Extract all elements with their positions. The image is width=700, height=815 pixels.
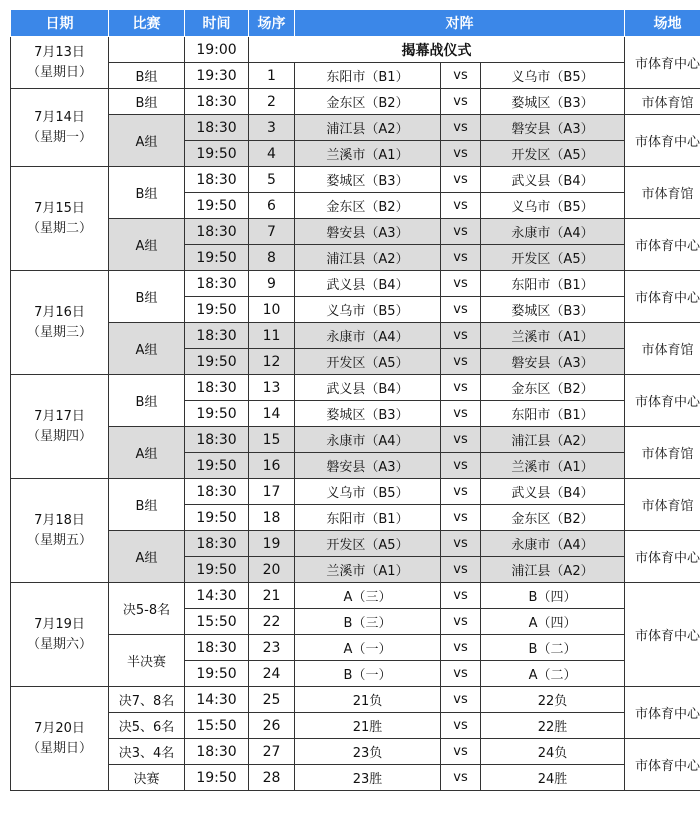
date-text: 7月18日 <box>34 512 85 528</box>
header-stage: 比赛 <box>109 10 185 37</box>
weekday-text: （星期六） <box>26 636 92 652</box>
venue-cell: 市体育中心 <box>625 271 700 323</box>
time-cell: 19:50 <box>185 245 249 271</box>
time-cell: 18:30 <box>185 375 249 401</box>
home-team-cell: 永康市（A4） <box>295 427 441 453</box>
stage-cell: 决5、6名 <box>109 713 185 739</box>
stage-cell: A组 <box>109 219 185 271</box>
home-team-cell: 金东区（B2） <box>295 89 441 115</box>
time-cell: 19:30 <box>185 63 249 89</box>
venue-cell: 市体育馆 <box>625 479 700 531</box>
schedule-table <box>10 9 700 791</box>
header-venue: 场地 <box>625 10 700 37</box>
away-team-cell: B（四） <box>481 583 625 609</box>
vs-cell: vs <box>441 401 481 427</box>
table-row <box>11 323 700 349</box>
weekday-text: （星期三） <box>26 324 92 340</box>
table-row <box>11 167 700 193</box>
table-row <box>11 583 700 609</box>
away-team-cell: 永康市（A4） <box>481 219 625 245</box>
schedule-body <box>11 37 700 791</box>
home-team-cell: 金东区（B2） <box>295 193 441 219</box>
venue-cell: 市体育中心 <box>625 739 700 791</box>
match-no-cell: 28 <box>249 765 295 791</box>
vs-cell: vs <box>441 661 481 687</box>
stage-cell: 决赛 <box>109 765 185 791</box>
away-team-cell: 磐安县（A3） <box>481 115 625 141</box>
away-team-cell: 开发区（A5） <box>481 141 625 167</box>
time-cell: 15:50 <box>185 713 249 739</box>
time-cell: 15:50 <box>185 609 249 635</box>
time-cell: 18:30 <box>185 635 249 661</box>
table-row <box>11 427 700 453</box>
header-match-no: 场序 <box>249 10 295 37</box>
vs-cell: vs <box>441 193 481 219</box>
venue-cell: 市体育中心 <box>625 115 700 167</box>
time-cell: 19:50 <box>185 453 249 479</box>
home-team-cell: 浦江县（A2） <box>295 115 441 141</box>
home-team-cell: B（三） <box>295 609 441 635</box>
away-team-cell: 义乌市（B5） <box>481 63 625 89</box>
table-row <box>11 713 700 739</box>
vs-cell: vs <box>441 427 481 453</box>
match-no-cell: 5 <box>249 167 295 193</box>
stage-cell <box>109 37 185 63</box>
table-row <box>11 271 700 297</box>
venue-cell: 市体育中心 <box>625 219 700 271</box>
home-team-cell: A（三） <box>295 583 441 609</box>
table-row <box>11 89 700 115</box>
time-cell: 14:30 <box>185 583 249 609</box>
match-no-cell: 9 <box>249 271 295 297</box>
match-no-cell: 7 <box>249 219 295 245</box>
stage-cell: 半决赛 <box>109 635 185 687</box>
time-cell: 19:50 <box>185 557 249 583</box>
match-no-cell: 4 <box>249 141 295 167</box>
away-team-cell: A（四） <box>481 609 625 635</box>
match-no-cell: 8 <box>249 245 295 271</box>
time-cell: 19:50 <box>185 401 249 427</box>
header-date: 日期 <box>11 10 109 37</box>
vs-cell: vs <box>441 713 481 739</box>
date-text: 7月14日 <box>34 109 85 125</box>
away-team-cell: 24负 <box>481 739 625 765</box>
home-team-cell: 永康市（A4） <box>295 323 441 349</box>
vs-cell: vs <box>441 765 481 791</box>
home-team-cell: 婺城区（B3） <box>295 401 441 427</box>
table-row <box>11 479 700 505</box>
date-cell <box>11 479 109 583</box>
home-team-cell: 东阳市（B1） <box>295 505 441 531</box>
stage-cell: B组 <box>109 63 185 89</box>
home-team-cell: 义乌市（B5） <box>295 479 441 505</box>
home-team-cell: A（一） <box>295 635 441 661</box>
vs-cell: vs <box>441 739 481 765</box>
vs-cell: vs <box>441 375 481 401</box>
venue-cell: 市体育馆 <box>625 427 700 479</box>
table-row <box>11 635 700 661</box>
stage-cell: B组 <box>109 271 185 323</box>
time-cell: 19:50 <box>185 141 249 167</box>
time-cell: 18:30 <box>185 479 249 505</box>
vs-cell: vs <box>441 219 481 245</box>
match-no-cell: 24 <box>249 661 295 687</box>
home-team-cell: 23负 <box>295 739 441 765</box>
venue-cell: 市体育中心 <box>625 687 700 739</box>
vs-cell: vs <box>441 609 481 635</box>
venue-cell: 市体育馆 <box>625 323 700 375</box>
weekday-text: （星期五） <box>26 532 92 548</box>
match-no-cell: 22 <box>249 609 295 635</box>
date-text: 7月15日 <box>34 200 85 216</box>
vs-cell: vs <box>441 167 481 193</box>
away-team-cell: 婺城区（B3） <box>481 89 625 115</box>
date-cell <box>11 375 109 479</box>
away-team-cell: 22胜 <box>481 713 625 739</box>
home-team-cell: 磐安县（A3） <box>295 453 441 479</box>
time-cell: 19:50 <box>185 297 249 323</box>
home-team-cell: 兰溪市（A1） <box>295 141 441 167</box>
date-cell <box>11 37 109 89</box>
home-team-cell: 21负 <box>295 687 441 713</box>
match-no-cell: 13 <box>249 375 295 401</box>
stage-cell: B组 <box>109 375 185 427</box>
date-cell <box>11 583 109 687</box>
venue-cell: 市体育馆 <box>625 89 700 115</box>
vs-cell: vs <box>441 297 481 323</box>
away-team-cell: 兰溪市（A1） <box>481 453 625 479</box>
weekday-text: （星期二） <box>26 220 92 236</box>
match-no-cell: 16 <box>249 453 295 479</box>
vs-cell: vs <box>441 349 481 375</box>
time-cell: 18:30 <box>185 219 249 245</box>
away-team-cell: 永康市（A4） <box>481 531 625 557</box>
vs-cell: vs <box>441 115 481 141</box>
stage-cell: 决7、8名 <box>109 687 185 713</box>
date-text: 7月19日 <box>34 616 85 632</box>
away-team-cell: 浦江县（A2） <box>481 557 625 583</box>
home-team-cell: 东阳市（B1） <box>295 63 441 89</box>
away-team-cell: A（二） <box>481 661 625 687</box>
time-cell: 19:50 <box>185 765 249 791</box>
match-no-cell: 27 <box>249 739 295 765</box>
time-cell: 19:50 <box>185 661 249 687</box>
time-cell: 18:30 <box>185 531 249 557</box>
vs-cell: vs <box>441 531 481 557</box>
time-cell: 18:30 <box>185 115 249 141</box>
home-team-cell: 23胜 <box>295 765 441 791</box>
header-time: 时间 <box>185 10 249 37</box>
match-no-cell: 10 <box>249 297 295 323</box>
vs-cell: vs <box>441 479 481 505</box>
away-team-cell: 浦江县（A2） <box>481 427 625 453</box>
match-no-cell: 15 <box>249 427 295 453</box>
venue-cell: 市体育中心 <box>625 37 700 89</box>
time-cell: 18:30 <box>185 427 249 453</box>
stage-cell: A组 <box>109 531 185 583</box>
away-team-cell: 金东区（B2） <box>481 375 625 401</box>
vs-cell: vs <box>441 687 481 713</box>
date-cell <box>11 687 109 791</box>
match-no-cell: 19 <box>249 531 295 557</box>
table-row <box>11 531 700 557</box>
vs-cell: vs <box>441 635 481 661</box>
stage-cell: B组 <box>109 167 185 219</box>
table-row <box>11 765 700 791</box>
date-cell <box>11 89 109 167</box>
vs-cell: vs <box>441 271 481 297</box>
home-team-cell: 婺城区（B3） <box>295 167 441 193</box>
date-cell <box>11 167 109 271</box>
header-row <box>11 10 700 37</box>
vs-cell: vs <box>441 505 481 531</box>
weekday-text: （星期一） <box>26 129 92 145</box>
match-no-cell: 12 <box>249 349 295 375</box>
table-row <box>11 687 700 713</box>
match-no-cell: 25 <box>249 687 295 713</box>
home-team-cell: 浦江县（A2） <box>295 245 441 271</box>
home-team-cell: 开发区（A5） <box>295 531 441 557</box>
vs-cell: vs <box>441 453 481 479</box>
vs-cell: vs <box>441 89 481 115</box>
table-row <box>11 63 700 89</box>
venue-cell: 市体育中心 <box>625 531 700 583</box>
time-cell: 14:30 <box>185 687 249 713</box>
date-text: 7月13日 <box>34 44 85 60</box>
away-team-cell: 东阳市（B1） <box>481 401 625 427</box>
venue-cell: 市体育馆 <box>625 167 700 219</box>
home-team-cell: 武义县（B4） <box>295 271 441 297</box>
match-no-cell: 23 <box>249 635 295 661</box>
time-cell: 18:30 <box>185 271 249 297</box>
match-no-cell: 2 <box>249 89 295 115</box>
away-team-cell: 婺城区（B3） <box>481 297 625 323</box>
ceremony-cell: 揭幕战仪式 <box>249 37 625 63</box>
time-cell: 18:30 <box>185 167 249 193</box>
match-no-cell: 26 <box>249 713 295 739</box>
match-no-cell: 18 <box>249 505 295 531</box>
away-team-cell: 开发区（A5） <box>481 245 625 271</box>
away-team-cell: 磐安县（A3） <box>481 349 625 375</box>
stage-cell: B组 <box>109 479 185 531</box>
away-team-cell: 22负 <box>481 687 625 713</box>
time-cell: 19:50 <box>185 349 249 375</box>
match-no-cell: 3 <box>249 115 295 141</box>
time-cell: 18:30 <box>185 89 249 115</box>
match-no-cell: 11 <box>249 323 295 349</box>
match-no-cell: 21 <box>249 583 295 609</box>
away-team-cell: 武义县（B4） <box>481 479 625 505</box>
stage-cell: B组 <box>109 89 185 115</box>
away-team-cell: 义乌市（B5） <box>481 193 625 219</box>
home-team-cell: 磐安县（A3） <box>295 219 441 245</box>
table-row <box>11 219 700 245</box>
table-row <box>11 375 700 401</box>
away-team-cell: 东阳市（B1） <box>481 271 625 297</box>
date-text: 7月16日 <box>34 304 85 320</box>
away-team-cell: 金东区（B2） <box>481 505 625 531</box>
date-text: 7月20日 <box>34 720 85 736</box>
time-cell: 18:30 <box>185 739 249 765</box>
home-team-cell: 21胜 <box>295 713 441 739</box>
weekday-text: （星期四） <box>26 428 92 444</box>
match-no-cell: 6 <box>249 193 295 219</box>
home-team-cell: 义乌市（B5） <box>295 297 441 323</box>
match-no-cell: 1 <box>249 63 295 89</box>
table-row <box>11 739 700 765</box>
home-team-cell: 武义县（B4） <box>295 375 441 401</box>
table-row <box>11 37 700 63</box>
date-cell <box>11 271 109 375</box>
away-team-cell: 24胜 <box>481 765 625 791</box>
stage-cell: 决5-8名 <box>109 583 185 635</box>
away-team-cell: 兰溪市（A1） <box>481 323 625 349</box>
stage-cell: A组 <box>109 115 185 167</box>
vs-cell: vs <box>441 557 481 583</box>
vs-cell: vs <box>441 583 481 609</box>
venue-cell: 市体育中心 <box>625 583 700 687</box>
away-team-cell: 武义县（B4） <box>481 167 625 193</box>
venue-cell: 市体育中心 <box>625 375 700 427</box>
stage-cell: A组 <box>109 427 185 479</box>
header-matchup: 对阵 <box>295 10 625 37</box>
match-no-cell: 17 <box>249 479 295 505</box>
vs-cell: vs <box>441 141 481 167</box>
home-team-cell: 开发区（A5） <box>295 349 441 375</box>
match-no-cell: 14 <box>249 401 295 427</box>
weekday-text: （星期日） <box>26 740 92 756</box>
vs-cell: vs <box>441 323 481 349</box>
time-cell: 19:50 <box>185 505 249 531</box>
time-cell: 19:00 <box>185 37 249 63</box>
time-cell: 18:30 <box>185 323 249 349</box>
time-cell: 19:50 <box>185 193 249 219</box>
stage-cell: 决3、4名 <box>109 739 185 765</box>
vs-cell: vs <box>441 245 481 271</box>
stage-cell: A组 <box>109 323 185 375</box>
date-text: 7月17日 <box>34 408 85 424</box>
away-team-cell: B（二） <box>481 635 625 661</box>
table-row <box>11 115 700 141</box>
home-team-cell: B（一） <box>295 661 441 687</box>
home-team-cell: 兰溪市（A1） <box>295 557 441 583</box>
match-no-cell: 20 <box>249 557 295 583</box>
vs-cell: vs <box>441 63 481 89</box>
weekday-text: （星期日） <box>26 64 92 80</box>
